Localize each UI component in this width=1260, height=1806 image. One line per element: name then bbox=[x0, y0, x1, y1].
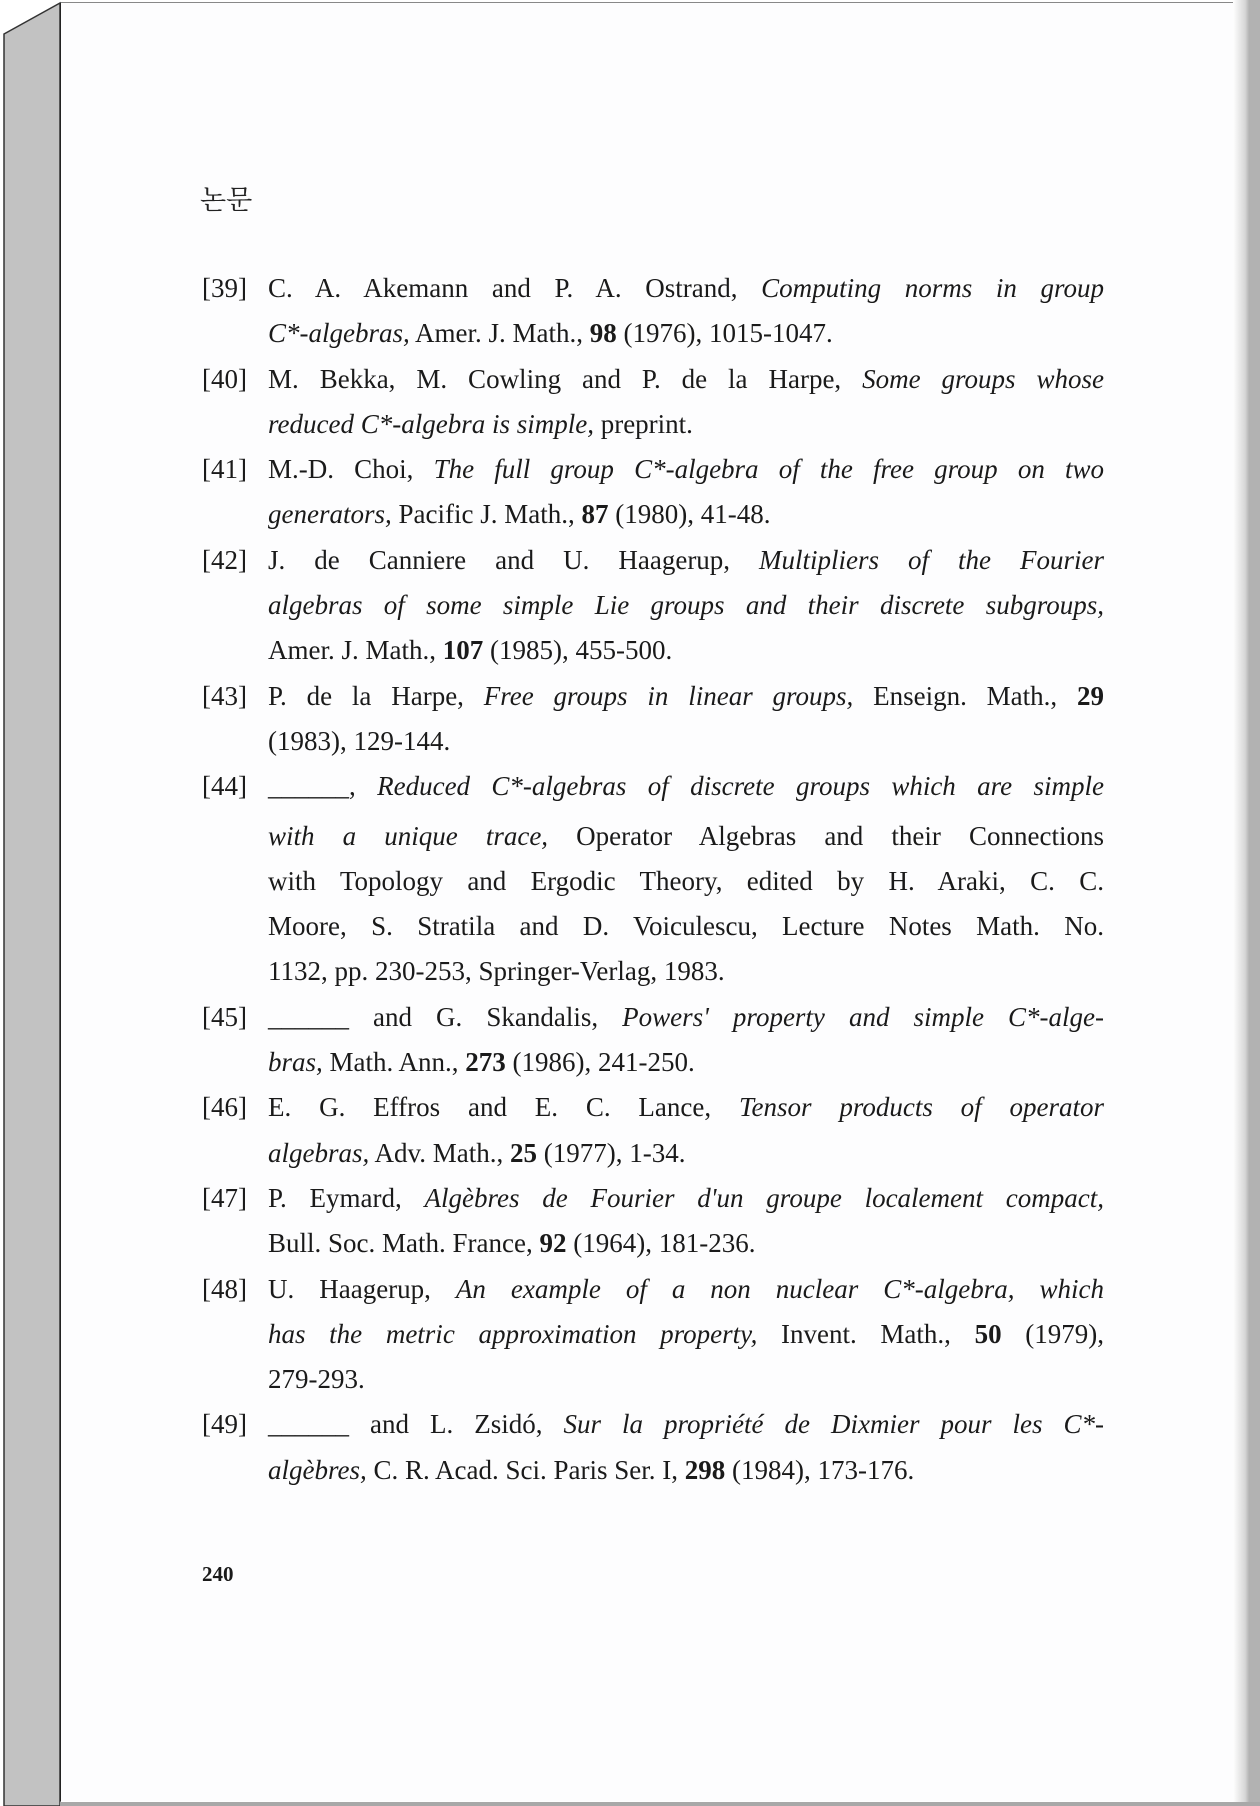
reference-line bbox=[268, 719, 1104, 764]
reference-number: [44] bbox=[202, 771, 247, 802]
reference-text: Bull. Soc. Math. France, bbox=[268, 1228, 540, 1259]
reference-number: [49] bbox=[202, 1409, 247, 1440]
reference-title: generators, bbox=[268, 499, 392, 530]
reference-title: C*-algebras, bbox=[268, 318, 410, 349]
page-number: 240 bbox=[202, 1562, 234, 1586]
reference-text: Moore, S. Stratila and D. Voiculescu, Lecture Notes Math. No. bbox=[268, 911, 1104, 942]
reference-text: ______, bbox=[268, 771, 378, 802]
reference-entry bbox=[202, 764, 1104, 994]
reference-text: (1977), 1-34. bbox=[537, 1137, 686, 1168]
reference-title: Free groups in linear groups, bbox=[483, 680, 854, 711]
reference-text: J. de Canniere and U. Haagerup, bbox=[268, 544, 760, 575]
reference-line bbox=[268, 1267, 1104, 1312]
reference-number: [42] bbox=[202, 544, 247, 575]
reference-line bbox=[268, 1085, 1104, 1130]
reference-text: (1979), bbox=[1001, 1318, 1104, 1349]
reference-line bbox=[268, 995, 1104, 1040]
reference-text: E. G. Effros and E. C. Lance, bbox=[268, 1092, 739, 1123]
book-spine bbox=[0, 0, 62, 1806]
volume-number: 50 bbox=[974, 1318, 1002, 1349]
reference-entry bbox=[202, 674, 1104, 765]
reference-text: C. R. Acad. Sci. Paris Ser. I, bbox=[366, 1454, 685, 1485]
volume-number: 92 bbox=[539, 1228, 567, 1259]
volume-number: 273 bbox=[465, 1047, 506, 1078]
reference-title: has the metric approximation property, bbox=[268, 1318, 758, 1349]
reference-number: [47] bbox=[202, 1182, 247, 1213]
reference-title: The full group C*-algebra of the free group on two bbox=[433, 454, 1104, 485]
reference-list bbox=[202, 266, 1104, 1493]
page-edge-shadow bbox=[1233, 0, 1260, 1806]
reference-line bbox=[268, 1176, 1104, 1221]
reference-line bbox=[268, 311, 1104, 356]
reference-line bbox=[268, 1040, 1104, 1085]
reference-line bbox=[268, 583, 1104, 628]
reference-line bbox=[268, 447, 1104, 492]
reference-entry bbox=[202, 357, 1104, 448]
reference-text: Enseign. Math., bbox=[853, 680, 1077, 711]
reference-line bbox=[268, 674, 1104, 719]
reference-entry bbox=[202, 1267, 1104, 1403]
reference-title: Algèbres de Fourier d'un groupe localement compact, bbox=[424, 1182, 1105, 1213]
reference-line bbox=[268, 1357, 1104, 1402]
reference-text: U. Haagerup, bbox=[268, 1273, 456, 1304]
running-header: 논문 bbox=[200, 185, 253, 216]
reference-number: [40] bbox=[202, 363, 247, 394]
reference-text: (1985), 455-500. bbox=[483, 635, 673, 666]
volume-number: 98 bbox=[589, 318, 617, 349]
reference-number: [45] bbox=[202, 1001, 247, 1032]
reference-title: Computing norms in group bbox=[761, 273, 1105, 303]
reference-title: Powers' property and simple C*-alge- bbox=[622, 1001, 1104, 1032]
reference-text: Adv. Math., bbox=[369, 1137, 510, 1168]
reference-title: Reduced C*-algebras of discrete groups which are simple bbox=[377, 771, 1104, 802]
reference-title: An example of a non nuclear C*-algebra, which bbox=[455, 1273, 1104, 1304]
reference-text: 1132, pp. 230-253, Springer-Verlag, 1983. bbox=[268, 956, 725, 987]
reference-title: algebras of some simple Lie groups and their discrete subgroups, bbox=[268, 590, 1104, 621]
reference-title: algèbres, bbox=[268, 1454, 367, 1485]
reference-text: preprint. bbox=[593, 408, 693, 439]
reference-text: Amer. J. Math., bbox=[268, 635, 443, 666]
reference-entry bbox=[202, 1402, 1104, 1493]
reference-text: (1986), 241-250. bbox=[505, 1047, 695, 1078]
reference-title: Tensor products of operator bbox=[738, 1092, 1104, 1123]
reference-line bbox=[268, 628, 1104, 673]
reference-line bbox=[268, 1448, 1104, 1493]
reference-entry bbox=[202, 995, 1104, 1086]
reference-line bbox=[268, 266, 1104, 311]
reference-line bbox=[268, 1221, 1104, 1266]
reference-text: (1984), 173-176. bbox=[725, 1454, 915, 1485]
reference-title: Some groups whose bbox=[862, 363, 1104, 394]
reference-number: [43] bbox=[202, 680, 247, 711]
reference-line bbox=[268, 814, 1104, 859]
reference-line bbox=[268, 949, 1104, 994]
volume-number: 107 bbox=[442, 635, 484, 666]
reference-title: with a unique trace, bbox=[268, 820, 549, 851]
reference-title: algebras, bbox=[268, 1137, 370, 1168]
reference-text: (1976), 1015-1047. bbox=[616, 318, 833, 349]
reference-text: with Topology and Ergodic Theory, edited by H. Araki, C. C. bbox=[268, 865, 1104, 896]
reference-text: (1964), 181-236. bbox=[566, 1228, 756, 1259]
reference-text: ______ and G. Skandalis, bbox=[268, 1001, 623, 1032]
reference-text: Math. Ann., bbox=[322, 1047, 466, 1078]
reference-line bbox=[268, 859, 1104, 904]
reference-entry bbox=[202, 266, 1104, 357]
reference-text: ______ and L. Zsidó, bbox=[268, 1409, 564, 1440]
reference-number: [46] bbox=[202, 1092, 247, 1123]
reference-text: M.-D. Choi, bbox=[268, 454, 434, 485]
reference-text: Operator Algebras and their Connections bbox=[548, 820, 1104, 851]
reference-text: P. de la Harpe, bbox=[268, 680, 484, 711]
reference-entry bbox=[202, 447, 1104, 538]
reference-text: (1980), 41-48. bbox=[608, 499, 771, 530]
reference-number: [48] bbox=[202, 1273, 247, 1304]
volume-number: 298 bbox=[684, 1454, 726, 1485]
reference-text: (1983), 129-144. bbox=[268, 725, 451, 756]
reference-line bbox=[268, 1402, 1104, 1447]
reference-line bbox=[268, 1131, 1104, 1176]
reference-text: Pacific J. Math., bbox=[391, 499, 582, 530]
volume-number: 25 bbox=[510, 1137, 537, 1168]
volume-number: 87 bbox=[581, 499, 609, 530]
reference-line bbox=[268, 402, 1104, 447]
reference-title: Sur la propriété de Dixmier pour les C*- bbox=[563, 1409, 1105, 1440]
reference-line bbox=[268, 904, 1104, 949]
reference-line bbox=[268, 492, 1104, 537]
reference-title: bras, bbox=[268, 1047, 323, 1078]
reference-line bbox=[268, 357, 1104, 402]
reference-text: 279-293. bbox=[268, 1364, 365, 1395]
reference-text: Invent. Math., bbox=[757, 1318, 975, 1349]
reference-title: Multipliers of the Fourier bbox=[759, 544, 1104, 575]
reference-text: M. Bekka, M. Cowling and P. de la Harpe, bbox=[268, 363, 863, 394]
reference-number: [39] bbox=[202, 273, 247, 303]
reference-text: P. Eymard, bbox=[268, 1182, 425, 1213]
volume-number: 29 bbox=[1077, 680, 1104, 711]
reference-entry bbox=[202, 538, 1104, 674]
reference-text: C. A. Akemann and P. A. Ostrand, bbox=[268, 273, 762, 303]
reference-line bbox=[268, 1312, 1104, 1357]
reference-text: Amer. J. Math., bbox=[409, 318, 590, 349]
reference-title: reduced C*-algebra is simple, bbox=[268, 408, 594, 439]
reference-line bbox=[268, 538, 1104, 583]
reference-number: [41] bbox=[202, 454, 247, 485]
reference-entry bbox=[202, 1176, 1104, 1267]
page-bottom-edge bbox=[60, 1802, 1260, 1806]
reference-entry bbox=[202, 1085, 1104, 1176]
reference-line bbox=[268, 764, 1104, 809]
